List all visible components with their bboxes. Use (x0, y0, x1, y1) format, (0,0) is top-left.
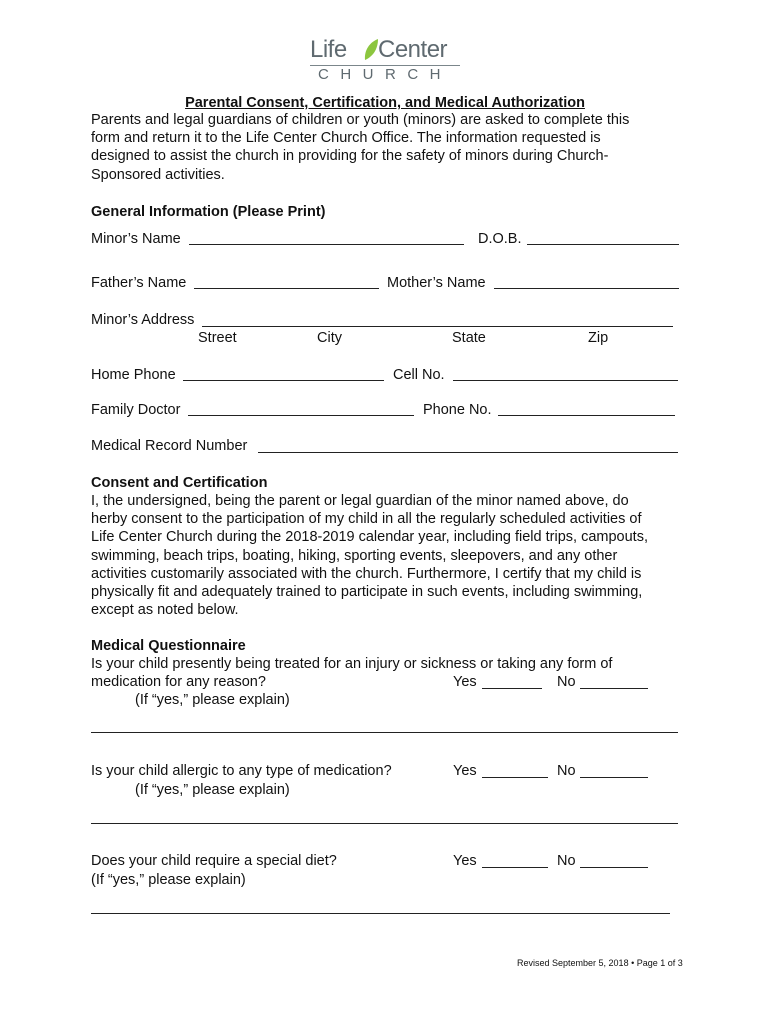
family-doctor-field[interactable] (188, 415, 414, 416)
consent-heading: Consent and Certification (91, 475, 268, 491)
phone-no-field[interactable] (498, 415, 675, 416)
q3-explain-field[interactable] (91, 913, 670, 914)
q2-no-label: No (557, 763, 576, 779)
q3-explain: (If “yes,” please explain) (91, 872, 246, 888)
document-title: Parental Consent, Certification, and Medical Authorization (185, 95, 585, 111)
q2-explain-field[interactable] (91, 823, 678, 824)
general-info-heading: General Information (Please Print) (91, 204, 326, 220)
minors-address-label: Minor’s Address (91, 312, 195, 328)
intro-line: form and return it to the Life Center Church Office. The information requested is (91, 130, 601, 147)
street-label: Street (198, 330, 237, 346)
fathers-name-label: Father’s Name (91, 275, 187, 291)
q1-yes-label: Yes (453, 674, 477, 690)
consent-line: Life Center Church during the 2018-2019 calendar year, including field trips, campouts, (91, 529, 648, 546)
intro-paragraph (91, 111, 681, 184)
consent-line: I, the undersigned, being the parent or legal guardian of the minor named above, do (91, 493, 629, 509)
consent-line: herby consent to the participation of my child in all the regularly scheduled activities of (91, 511, 642, 528)
consent-line: swimming, beach trips, boating, hiking, sporting events, sleepovers, and any other (91, 547, 618, 564)
q2-yes-label: Yes (453, 763, 477, 779)
home-phone-label: Home Phone (91, 367, 176, 383)
consent-line: except as noted below. (91, 602, 239, 619)
q2-yes-field[interactable] (482, 777, 548, 778)
minors-name-label: Minor’s Name (91, 231, 181, 247)
zip-label: Zip (588, 330, 609, 346)
minors-name-field[interactable] (189, 244, 464, 245)
cell-no-field[interactable] (453, 380, 678, 381)
medical-record-number-field[interactable] (258, 452, 678, 453)
q2-no-field[interactable] (580, 777, 648, 778)
home-phone-field[interactable] (183, 380, 384, 381)
q1-yes-field[interactable] (482, 688, 542, 689)
intro-line: Sponsored activities. (91, 166, 225, 183)
cell-no-label: Cell No. (393, 367, 445, 383)
q3-text: Does your child require a special diet? (91, 853, 337, 869)
dob-label: D.O.B. (478, 231, 522, 247)
q3-no-label: No (557, 853, 576, 869)
page-footer: Revised September 5, 2018 • Page 1 of 3 (517, 958, 683, 968)
state-label: State (452, 330, 486, 346)
q2-explain: (If “yes,” please explain) (135, 782, 290, 798)
city-label: City (317, 330, 342, 346)
q3-no-field[interactable] (580, 867, 648, 868)
consent-paragraph (91, 492, 681, 619)
logo-word-life: Life (310, 36, 347, 63)
family-doctor-label: Family Doctor (91, 402, 181, 418)
q1-line2: medication for any reason? (91, 674, 266, 690)
q1-explain-field[interactable] (91, 732, 678, 733)
medical-heading: Medical Questionnaire (91, 638, 246, 654)
fathers-name-field[interactable] (194, 288, 379, 289)
q1-explain: (If “yes,” please explain) (135, 692, 290, 708)
consent-line: activities customarily associated with the church. Furthermore, I certify that my child is (91, 565, 642, 582)
q1-line1: Is your child presently being treated for an injury or sickness or taking any form of (91, 656, 613, 672)
intro-line: designed to assist the church in providing for the safety of minors during Church- (91, 148, 609, 165)
q1-no-label: No (557, 674, 576, 690)
medical-record-number-label: Medical Record Number (91, 438, 248, 454)
minors-address-field[interactable] (202, 326, 673, 327)
q3-yes-field[interactable] (482, 867, 548, 868)
dob-field[interactable] (527, 244, 679, 245)
consent-line: physically fit and adequately trained to participate in such events, including swimming, (91, 584, 643, 601)
q3-yes-label: Yes (453, 853, 477, 869)
church-logo (310, 36, 460, 86)
q1-no-field[interactable] (580, 688, 648, 689)
logo-word-church: CHURCH (318, 66, 452, 83)
mothers-name-field[interactable] (494, 288, 679, 289)
phone-no-label: Phone No. (423, 402, 492, 418)
mothers-name-label: Mother’s Name (387, 275, 486, 291)
intro-line: Parents and legal guardians of children or youth (minors) are asked to complete this (91, 112, 630, 128)
q2-text: Is your child allergic to any type of medication? (91, 763, 392, 779)
logo-word-center: Center (378, 36, 448, 63)
